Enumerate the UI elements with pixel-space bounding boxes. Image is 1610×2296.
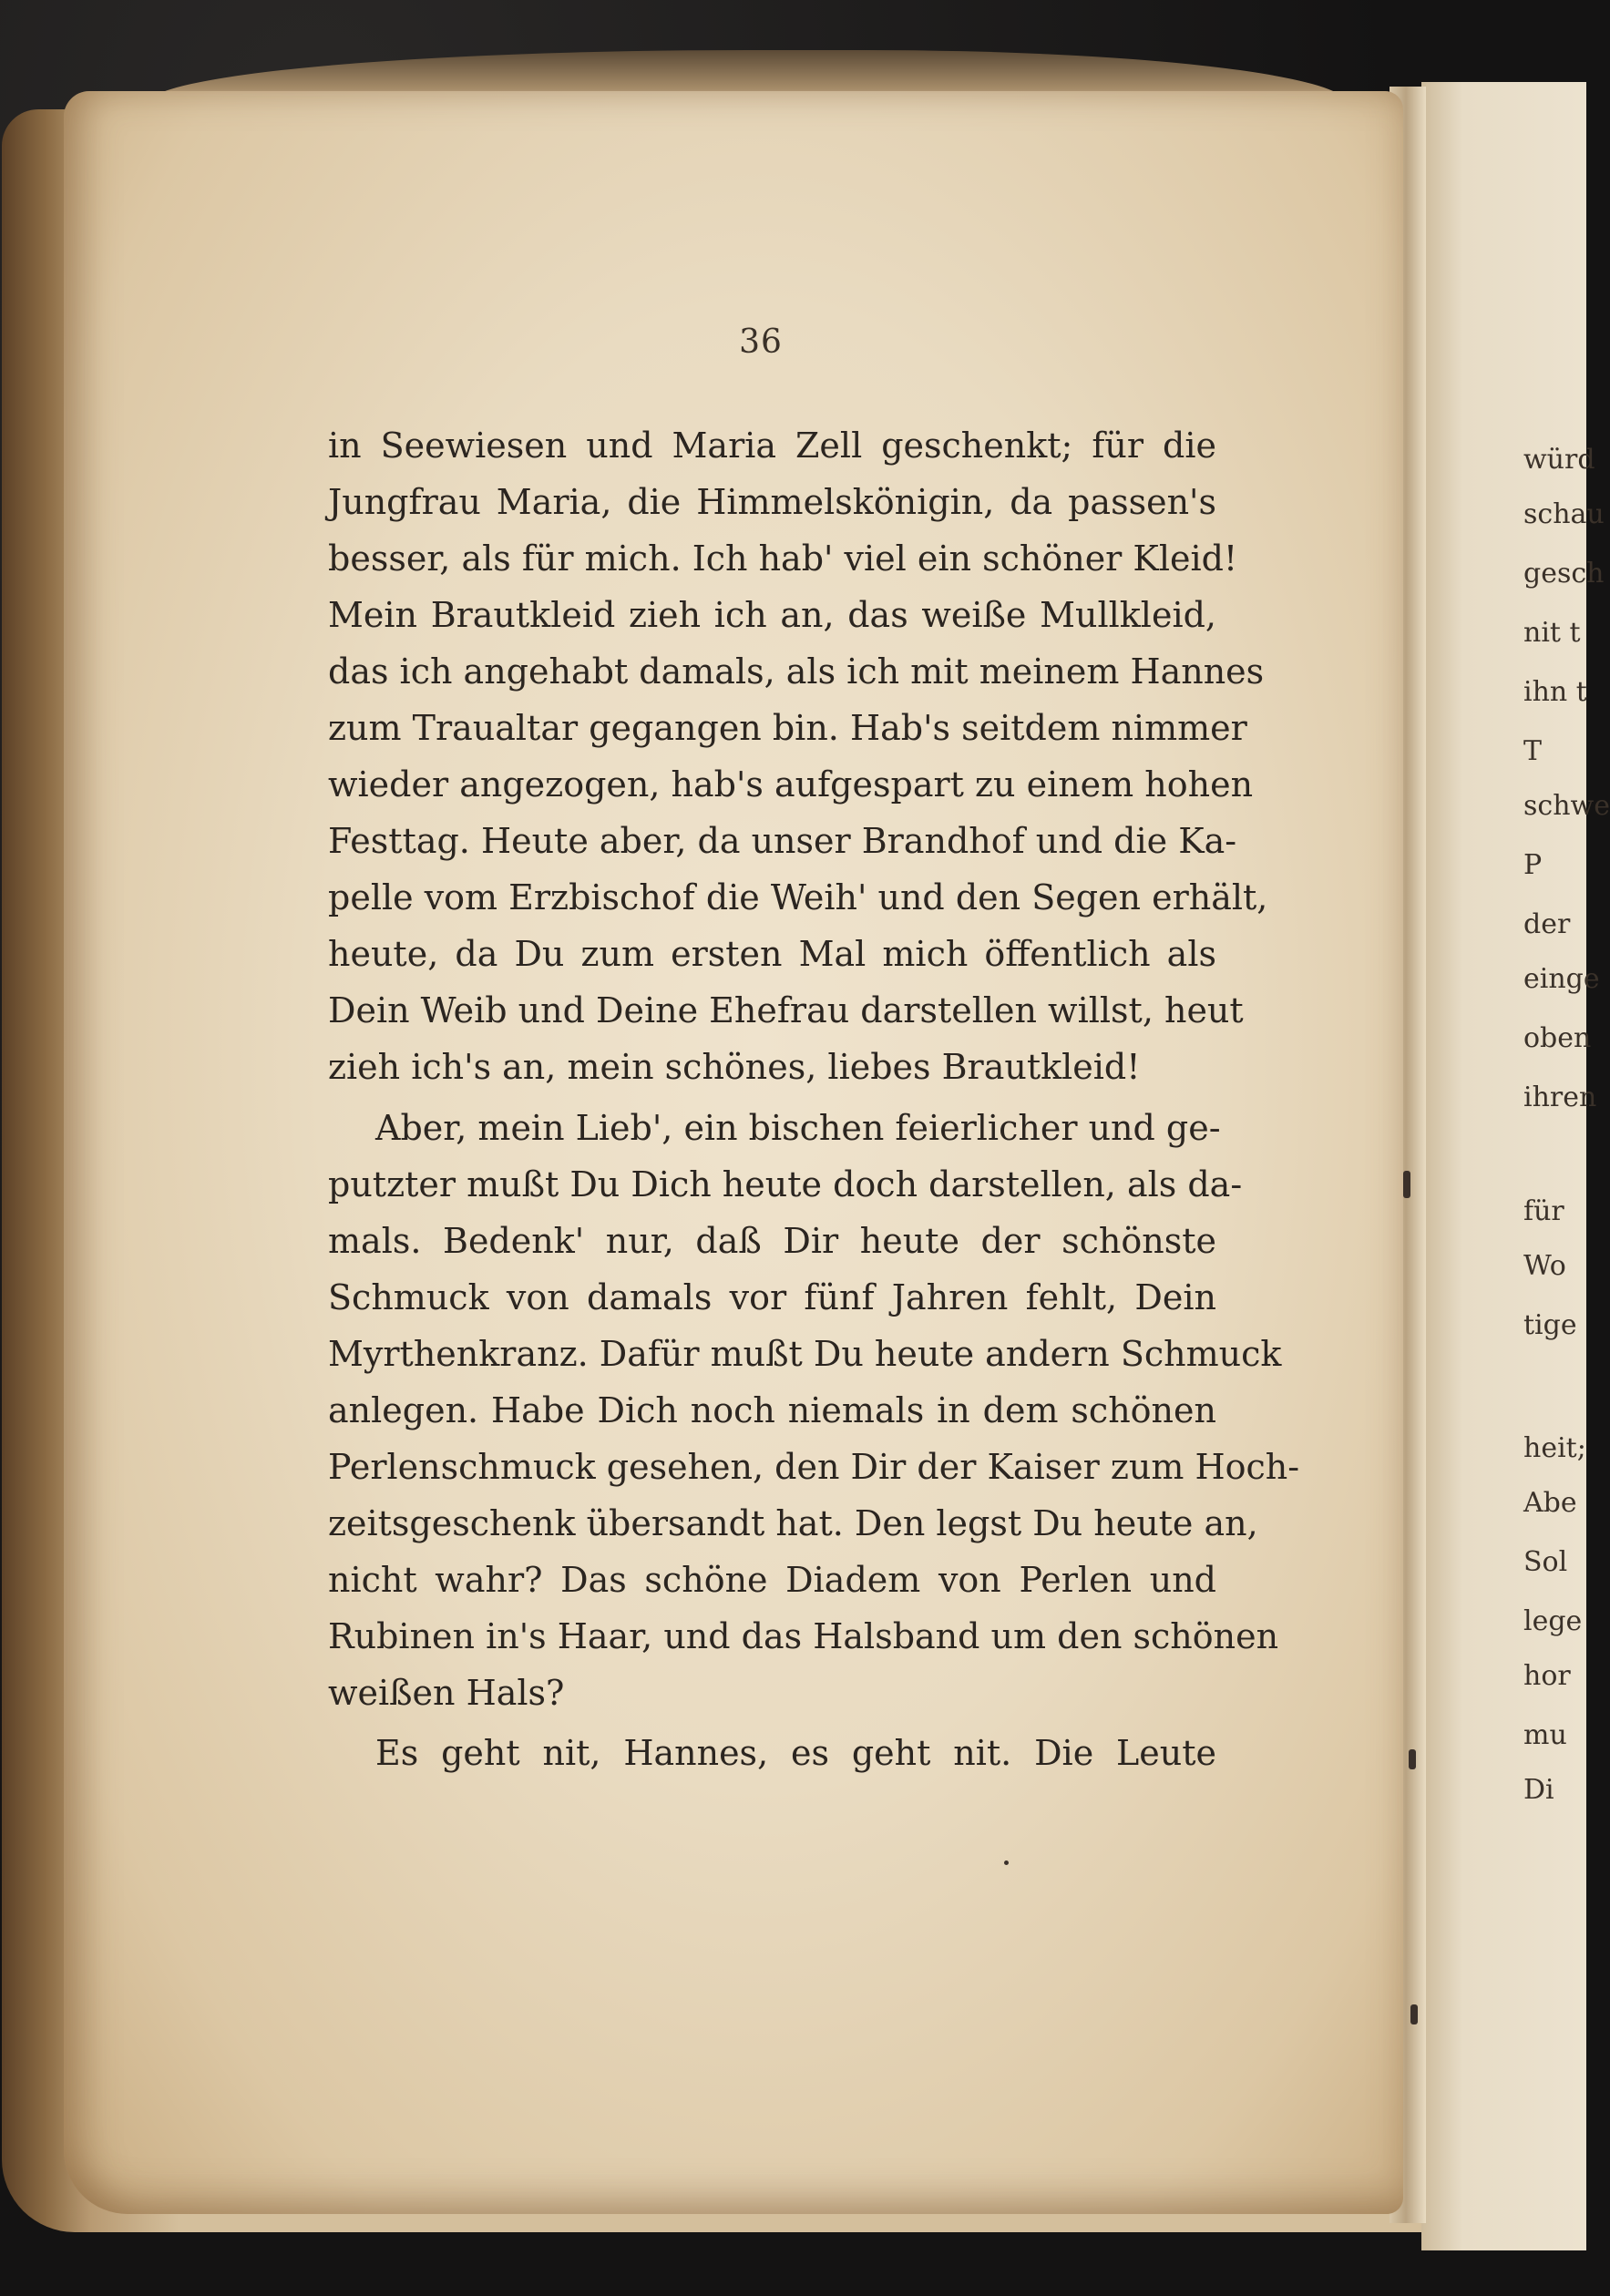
text-line: Perlenschmuck gesehen, den Dir der Kaiser zum Hoch- <box>328 1447 1300 1487</box>
text-line: Es geht nit, Hannes, es geht nit. Die Leute <box>375 1733 1216 1773</box>
right-page-fragment: der <box>1523 908 1571 940</box>
right-page-fragment: schwe <box>1523 790 1610 822</box>
text-line: anlegen. Habe Dich noch niemals in dem schönen <box>328 1390 1216 1430</box>
left-page <box>64 91 1403 2214</box>
page-number: 36 <box>739 323 783 361</box>
right-page-fragment: Wo <box>1523 1250 1566 1282</box>
text-line: das ich angehabt damals, als ich mit meinem Hannes <box>328 651 1265 692</box>
text-line: zum Traualtar gegangen bin. Hab's seitdem nimmer <box>328 708 1247 748</box>
text-line: Jungfrau Maria, die Himmelskönigin, da passen's <box>328 482 1216 522</box>
right-page-fragment: gesch <box>1523 558 1605 589</box>
right-page-fragment: schau <box>1523 498 1605 530</box>
right-page-fragment: Sol <box>1523 1546 1568 1578</box>
text-line: Aber, mein Lieb', ein bischen feierlicher und ge- <box>375 1108 1221 1148</box>
text-line: zieh ich's an, mein schönes, liebes Brautkleid! <box>328 1047 1141 1087</box>
right-page-fragment: für <box>1523 1195 1564 1227</box>
right-page <box>1421 82 1586 2250</box>
right-page-fragment: nit t <box>1523 617 1581 649</box>
paper-speck <box>1004 1860 1009 1865</box>
text-line: heute, da Du zum ersten Mal mich öffentlich als <box>328 934 1216 974</box>
binding-thread <box>1403 1171 1410 1198</box>
text-line: Myrthenkranz. Dafür mußt Du heute andern Schmuck <box>328 1334 1282 1374</box>
right-page-fragment: Abe <box>1523 1487 1577 1519</box>
right-page-fragment: oben <box>1523 1022 1592 1054</box>
right-page-fragment: ihn t <box>1523 676 1587 708</box>
text-line: wieder angezogen, hab's aufgespart zu einem hohen <box>328 764 1254 805</box>
text-line: Schmuck von damals vor fünf Jahren fehlt, Dein <box>328 1277 1216 1317</box>
text-line: weißen Hals? <box>328 1673 565 1713</box>
right-page-fragment: P <box>1523 849 1543 881</box>
right-page-fragment: würd <box>1523 444 1595 476</box>
text-line: besser, als für mich. Ich hab' viel ein schöner Kleid! <box>328 538 1238 579</box>
right-page-fragment: heit; <box>1523 1432 1586 1464</box>
text-line: putzter mußt Du Dich heute doch darstellen, als da- <box>328 1164 1243 1204</box>
text-line: mals. Bedenk' nur, daß Dir heute der schönste <box>328 1221 1216 1261</box>
text-line: Rubinen in's Haar, und das Halsband um den schönen <box>328 1616 1279 1656</box>
text-line: Dein Weib und Deine Ehefrau darstellen willst, heut <box>328 990 1244 1030</box>
right-page-fragment: T <box>1523 735 1543 767</box>
binding-thread <box>1409 1749 1416 1769</box>
right-page-fragment: mu <box>1523 1719 1567 1751</box>
text-line: nicht wahr? Das schöne Diadem von Perlen und <box>328 1560 1216 1600</box>
text-line: in Seewiesen und Maria Zell geschenkt; für die <box>328 425 1216 466</box>
text-line: Festtag. Heute aber, da unser Brandhof und die Ka- <box>328 821 1237 861</box>
right-page-fragment: hor <box>1523 1660 1571 1692</box>
right-page-fragment: einge <box>1523 963 1600 995</box>
right-page-fragment: ihren <box>1523 1081 1597 1113</box>
right-page-fragment: tige <box>1523 1309 1577 1341</box>
text-line: pelle vom Erzbischof die Weih' und den Segen erhält, <box>328 877 1268 917</box>
right-page-fragment: lege <box>1523 1605 1583 1637</box>
text-line: zeitsgeschenk übersandt hat. Den legst Du heute an, <box>328 1503 1258 1543</box>
binding-thread <box>1410 2004 1418 2024</box>
text-line: Mein Brautkleid zieh ich an, das weiße Mullkleid, <box>328 595 1216 635</box>
right-page-fragment: Di <box>1523 1774 1554 1806</box>
